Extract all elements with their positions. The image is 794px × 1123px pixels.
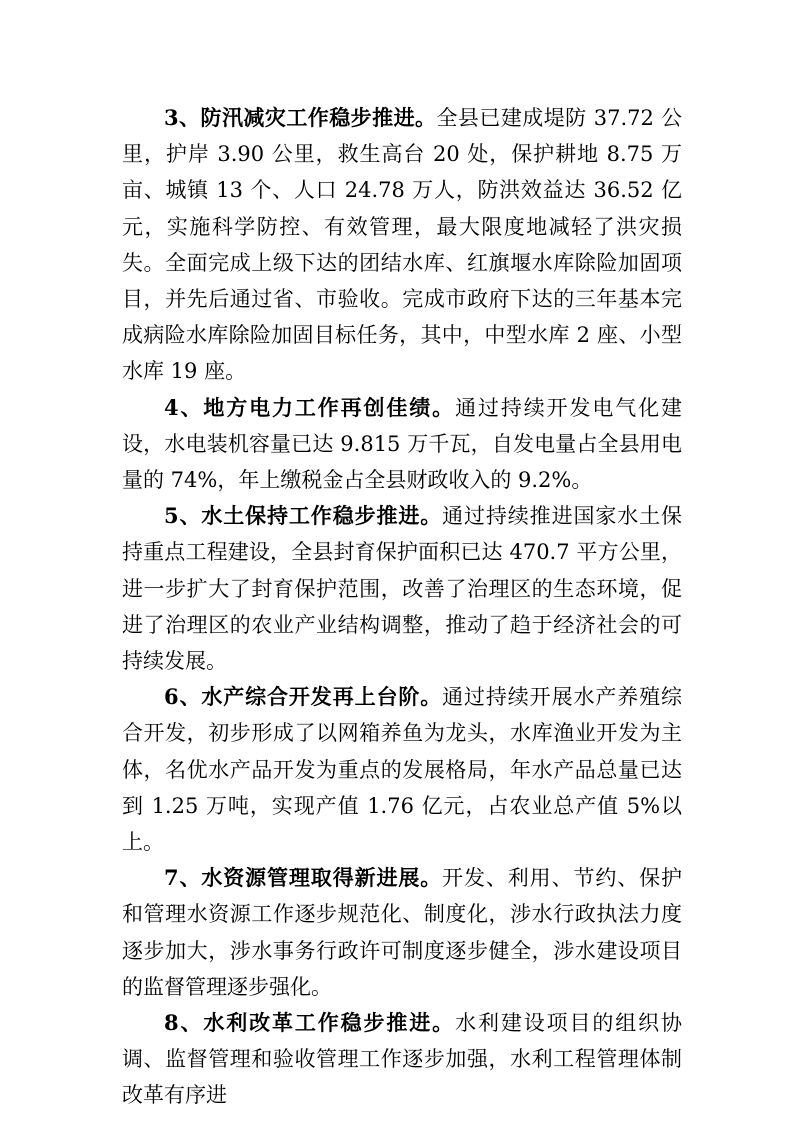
paragraph-heading: 7、水资源管理取得新进展。 <box>164 865 443 891</box>
paragraph-water-resources <box>122 860 682 1005</box>
paragraph-soil-conservation <box>122 498 682 679</box>
paragraph-heading: 3、防汛减灾工作稳步推进。 <box>164 105 437 130</box>
paragraph-text: 全县已建成堤防 37.72 公里，护岸 3.90 公里，救生高台 20 处，保护耕地 8.75 万亩、城镇 13 个、人口 24.78 万人，防洪效益达 36.52 亿元，实施科学防控、有效管理，最大限度地减轻了洪灾损失。全面完成上级下达的团结水库、红旗堰水库除险加固项目，并先后通过省、市验收。完成市政府下达的三年基本完成病险水库除险加固目标任务，其中，中型水库 2 座、小型水库 19 座。 <box>122 106 682 384</box>
paragraph-text: 通过持续开发电气化建设，水电装机容量已达 9.815 万千瓦，自发电量占全县用电量的 74%，年上缴税金占全县财政收入的 9.2%。 <box>122 395 682 493</box>
paragraph-heading: 5、水土保持工作稳步推进。 <box>164 503 443 529</box>
paragraph-text: 开发、利用、节约、保护和管理水资源工作逐步规范化、制度化，涉水行政执法力度逐步加大，涉水事务行政许可制度逐步健全，涉水建设项目的监督管理逐步强化。 <box>122 866 682 999</box>
paragraph-local-power <box>122 390 682 499</box>
document-body <box>122 100 682 1114</box>
paragraph-text: 通过持续推进国家水土保持重点工程建设，全县封育保护面积已达 470.7 平方公里，进一步扩大了封育保护范围，改善了治理区的生态环境，促进了治理区的农业产业结构调整，推动了趋于经济社会的可持续发展。 <box>122 504 682 674</box>
paragraph-heading: 6、水产综合开发再上台阶。 <box>164 684 443 710</box>
paragraph-heading: 4、地方电力工作再创佳绩。 <box>164 394 456 420</box>
paragraph-aquaculture <box>122 679 682 860</box>
paragraph-flood-control <box>122 100 682 390</box>
paragraph-heading: 8、水利改革工作稳步推进。 <box>164 1010 456 1036</box>
paragraph-text: 通过持续开展水产养殖综合开发，初步形成了以网箱养鱼为龙头，水库渔业开发为主体，名优水产品开发为重点的发展格局，年水产品总量已达到 1.25 万吨，实现产值 1.76 亿元，占农业总产值 5%以上。 <box>122 685 682 855</box>
paragraph-water-reform <box>122 1005 682 1114</box>
paragraph-text: 水利建设项目的组织协调、监督管理和验收管理工作逐步加强，水利工程管理体制改革有序进 <box>122 1011 682 1108</box>
